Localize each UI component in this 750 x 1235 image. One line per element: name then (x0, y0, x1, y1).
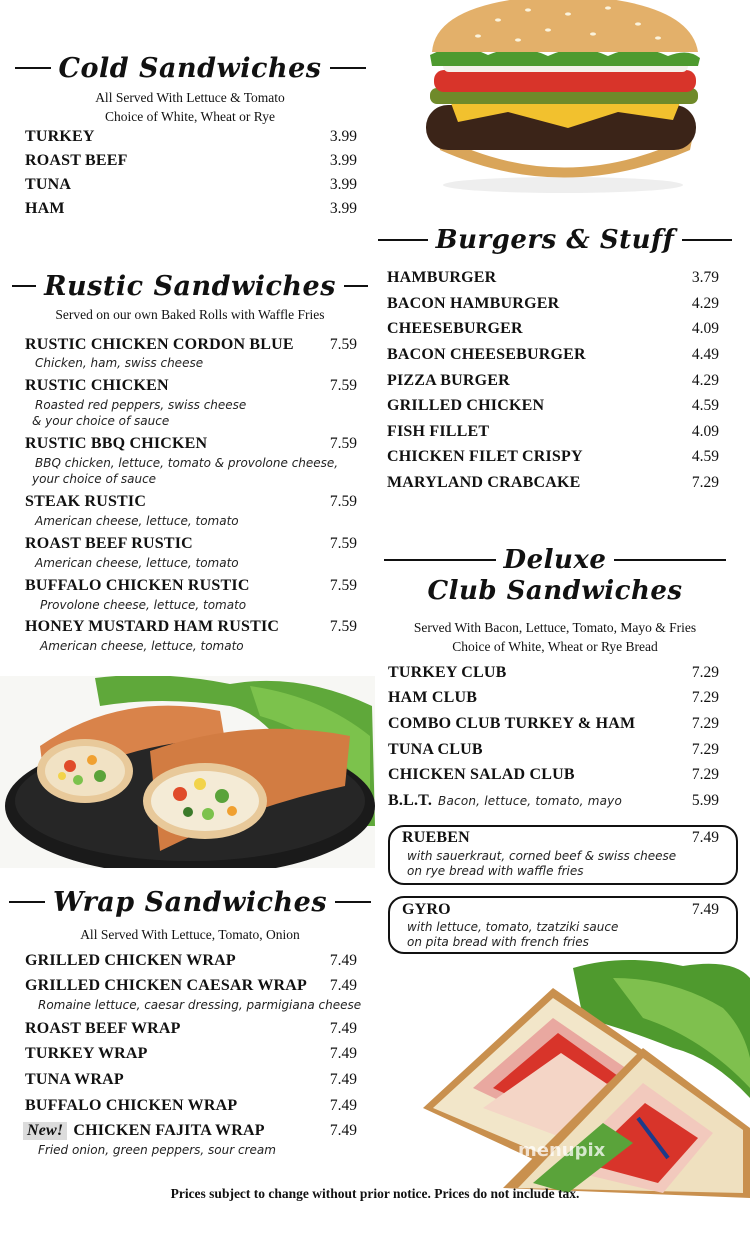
menu-item (25, 493, 357, 511)
title-rule-right (344, 285, 368, 287)
item-name: COMBO CLUB TURKEY & HAM (388, 715, 636, 732)
menu-item (25, 176, 357, 194)
item-description: & your choice of sauce (32, 414, 170, 428)
item-name-text: CHICKEN FAJITA WRAP (73, 1122, 265, 1139)
title-rule-left (9, 901, 45, 903)
menu-item (387, 448, 719, 466)
item-name: TURKEY (25, 128, 95, 145)
item-name: BUFFALO CHICKEN RUSTIC (25, 577, 250, 594)
menu-item (387, 423, 719, 441)
menu-item (25, 577, 357, 595)
item-name: TUNA (25, 176, 72, 193)
item-name (23, 1122, 265, 1140)
item-description: Provolone cheese, lettuce, tomato (40, 598, 247, 612)
item-name: CHICKEN FILET CRISPY (387, 448, 583, 465)
menu-item (387, 474, 719, 492)
item-description: your choice of sauce (32, 472, 157, 486)
item-name: GRILLED CHICKEN WRAP (25, 952, 236, 969)
item-description: Romaine lettuce, caesar dressing, parmigiana cheese (38, 998, 362, 1012)
cold-sandwiches-title: Cold Sandwiches (58, 52, 322, 84)
item-name: TUNA CLUB (388, 741, 483, 758)
wrap-sandwiches-header (20, 880, 360, 924)
item-price: 7.49 (691, 829, 719, 846)
item-price: 3.79 (691, 269, 719, 286)
menu-item (25, 1097, 357, 1115)
menu-item (387, 372, 719, 390)
item-price: 4.49 (691, 346, 719, 363)
item-price: 3.99 (329, 200, 357, 217)
item-name: RUSTIC CHICKEN CORDON BLUE (25, 336, 294, 353)
item-name: BUFFALO CHICKEN WRAP (25, 1097, 238, 1114)
menu-item (25, 1020, 357, 1038)
title-rule-left (378, 239, 428, 241)
item-price: 7.59 (329, 618, 357, 635)
menu-item (387, 397, 719, 415)
item-price: 7.59 (329, 535, 357, 552)
item-price: 7.29 (691, 474, 719, 491)
item-price: 7.59 (329, 435, 357, 452)
menu-item (25, 200, 357, 218)
cold-subtitle-2: Choice of White, Wheat or Rye (105, 109, 275, 124)
item-description: with sauerkraut, corned beef & swiss cheese (407, 849, 677, 863)
menu-item (25, 618, 357, 636)
item-price: 7.59 (329, 377, 357, 394)
item-name: CHEESEBURGER (387, 320, 523, 337)
item-name (388, 792, 622, 810)
item-name: CHICKEN SALAD CLUB (388, 766, 575, 783)
menu-item (402, 829, 719, 847)
menu-item (25, 1045, 357, 1063)
watermark: menupix (518, 1140, 606, 1161)
item-name: STEAK RUSTIC (25, 493, 147, 510)
item-name: HAM CLUB (388, 689, 478, 706)
club-header-line1 (385, 540, 725, 580)
burgers-title: Burgers & Stuff (435, 225, 675, 255)
club-subtitle-1: Served With Bacon, Lettuce, Tomato, Mayo & Fries (413, 620, 697, 635)
menu-item (387, 295, 719, 313)
item-price: 7.49 (329, 1045, 357, 1062)
item-name: TURKEY WRAP (25, 1045, 148, 1062)
item-price: 3.99 (329, 152, 357, 169)
item-description: Fried onion, green peppers, sour cream (38, 1143, 276, 1157)
item-price: 7.49 (329, 1071, 357, 1088)
menu-item (25, 435, 357, 453)
menu-item (387, 269, 719, 287)
menu-item (25, 377, 357, 395)
menu-item (25, 128, 357, 146)
item-description: BBQ chicken, lettuce, tomato & provolone cheese, (35, 456, 339, 470)
rustic-subtitle: Served on our own Baked Rolls with Waffle Fries (55, 307, 325, 322)
menu-item (388, 741, 719, 759)
item-name: BACON CHEESEBURGER (387, 346, 586, 363)
item-description: on rye bread with waffle fries (407, 864, 584, 878)
item-name: RUSTIC BBQ CHICKEN (25, 435, 208, 452)
rustic-sandwiches-header (20, 264, 360, 308)
menu-item (25, 977, 357, 995)
item-name: ROAST BEEF RUSTIC (25, 535, 193, 552)
item-price: 7.49 (329, 1122, 357, 1139)
title-rule-left (15, 67, 51, 69)
item-name: RUSTIC CHICKEN (25, 377, 169, 394)
item-name: GRILLED CHICKEN (387, 397, 545, 414)
item-description: Chicken, ham, swiss cheese (35, 356, 204, 370)
item-price: 4.59 (691, 397, 719, 414)
wrap-sandwiches-title: Wrap Sandwiches (52, 886, 328, 918)
title-rule-right (330, 67, 366, 69)
item-name: ROAST BEEF (25, 152, 128, 169)
price-disclaimer: Prices subject to change without prior notice. Prices do not include tax. (170, 1186, 580, 1201)
item-name: HONEY MUSTARD HAM RUSTIC (25, 618, 280, 635)
menu-item (402, 901, 719, 919)
cold-subtitle-1: All Served With Lettuce & Tomato (95, 90, 285, 105)
item-name: TUNA WRAP (25, 1071, 124, 1088)
item-price: 4.29 (691, 372, 719, 389)
item-description: American cheese, lettuce, tomato (35, 514, 239, 528)
new-badge: New! (23, 1122, 67, 1140)
cold-sandwiches-header (20, 46, 360, 90)
item-price: 7.59 (329, 493, 357, 510)
item-description: American cheese, lettuce, tomato (40, 639, 244, 653)
item-price: 7.59 (329, 577, 357, 594)
item-description: American cheese, lettuce, tomato (35, 556, 239, 570)
item-price: 7.29 (691, 689, 719, 706)
item-price: 7.49 (329, 952, 357, 969)
item-price: 7.29 (691, 664, 719, 681)
item-price: 3.99 (329, 176, 357, 193)
item-name: BACON HAMBURGER (387, 295, 560, 312)
menu-item (387, 320, 719, 338)
menu-item (388, 689, 719, 707)
menu-item (387, 346, 719, 364)
menu-item (388, 715, 719, 733)
menu-item (23, 1122, 357, 1140)
item-price: 7.49 (691, 901, 719, 918)
rustic-sandwiches-title: Rustic Sandwiches (44, 270, 336, 302)
item-name: FISH FILLET (387, 423, 490, 440)
item-description: with lettuce, tomato, tzatziki sauce (407, 920, 619, 934)
item-price: 5.99 (691, 792, 719, 809)
item-name: TURKEY CLUB (388, 664, 507, 681)
menu-item (388, 766, 719, 784)
title-rule-right (682, 239, 732, 241)
item-name: GYRO (402, 901, 451, 918)
item-price: 7.29 (691, 741, 719, 758)
club-subtitle-2: Choice of White, Wheat or Rye Bread (452, 639, 658, 654)
title-rule-left (12, 285, 36, 287)
club-title-deluxe: Deluxe (503, 545, 607, 575)
item-price: 7.49 (329, 977, 357, 994)
item-price: 4.29 (691, 295, 719, 312)
title-rule-right (335, 901, 371, 903)
menu-item (25, 535, 357, 553)
menu-item (25, 1071, 357, 1089)
title-rule-right (614, 559, 726, 561)
item-price: 7.29 (691, 766, 719, 783)
item-name: MARYLAND CRABCAKE (387, 474, 581, 491)
item-price: 7.49 (329, 1020, 357, 1037)
item-name: PIZZA BURGER (387, 372, 510, 389)
wrap-subtitle: All Served With Lettuce, Tomato, Onion (80, 927, 300, 942)
item-name: GRILLED CHICKEN CAESAR WRAP (25, 977, 308, 994)
item-description: Bacon, lettuce, tomato, mayo (438, 794, 622, 808)
item-name: HAMBURGER (387, 269, 497, 286)
burgers-header (385, 218, 725, 262)
menu-item (388, 664, 719, 682)
menu-item (25, 336, 357, 354)
menu-item (25, 152, 357, 170)
item-name-text: B.L.T. (388, 792, 433, 809)
menu-item (25, 952, 357, 970)
item-price: 7.59 (329, 336, 357, 353)
item-price: 7.49 (329, 1097, 357, 1114)
item-name: HAM (25, 200, 65, 217)
burger-photo (418, 0, 708, 195)
club-title: Club Sandwiches (427, 576, 683, 606)
item-price: 3.99 (329, 128, 357, 145)
item-name: ROAST BEEF WRAP (25, 1020, 181, 1037)
item-price: 4.59 (691, 448, 719, 465)
item-price: 7.29 (691, 715, 719, 732)
item-description: on pita bread with french fries (407, 935, 589, 949)
item-name: RUEBEN (402, 829, 470, 846)
menu-item (388, 792, 719, 810)
club-sandwich-photo (383, 958, 750, 1198)
item-price: 4.09 (691, 320, 719, 337)
wrap-photo (0, 676, 375, 868)
title-rule-left (384, 559, 496, 561)
item-description: Roasted red peppers, swiss cheese (35, 398, 247, 412)
item-price: 4.09 (691, 423, 719, 440)
